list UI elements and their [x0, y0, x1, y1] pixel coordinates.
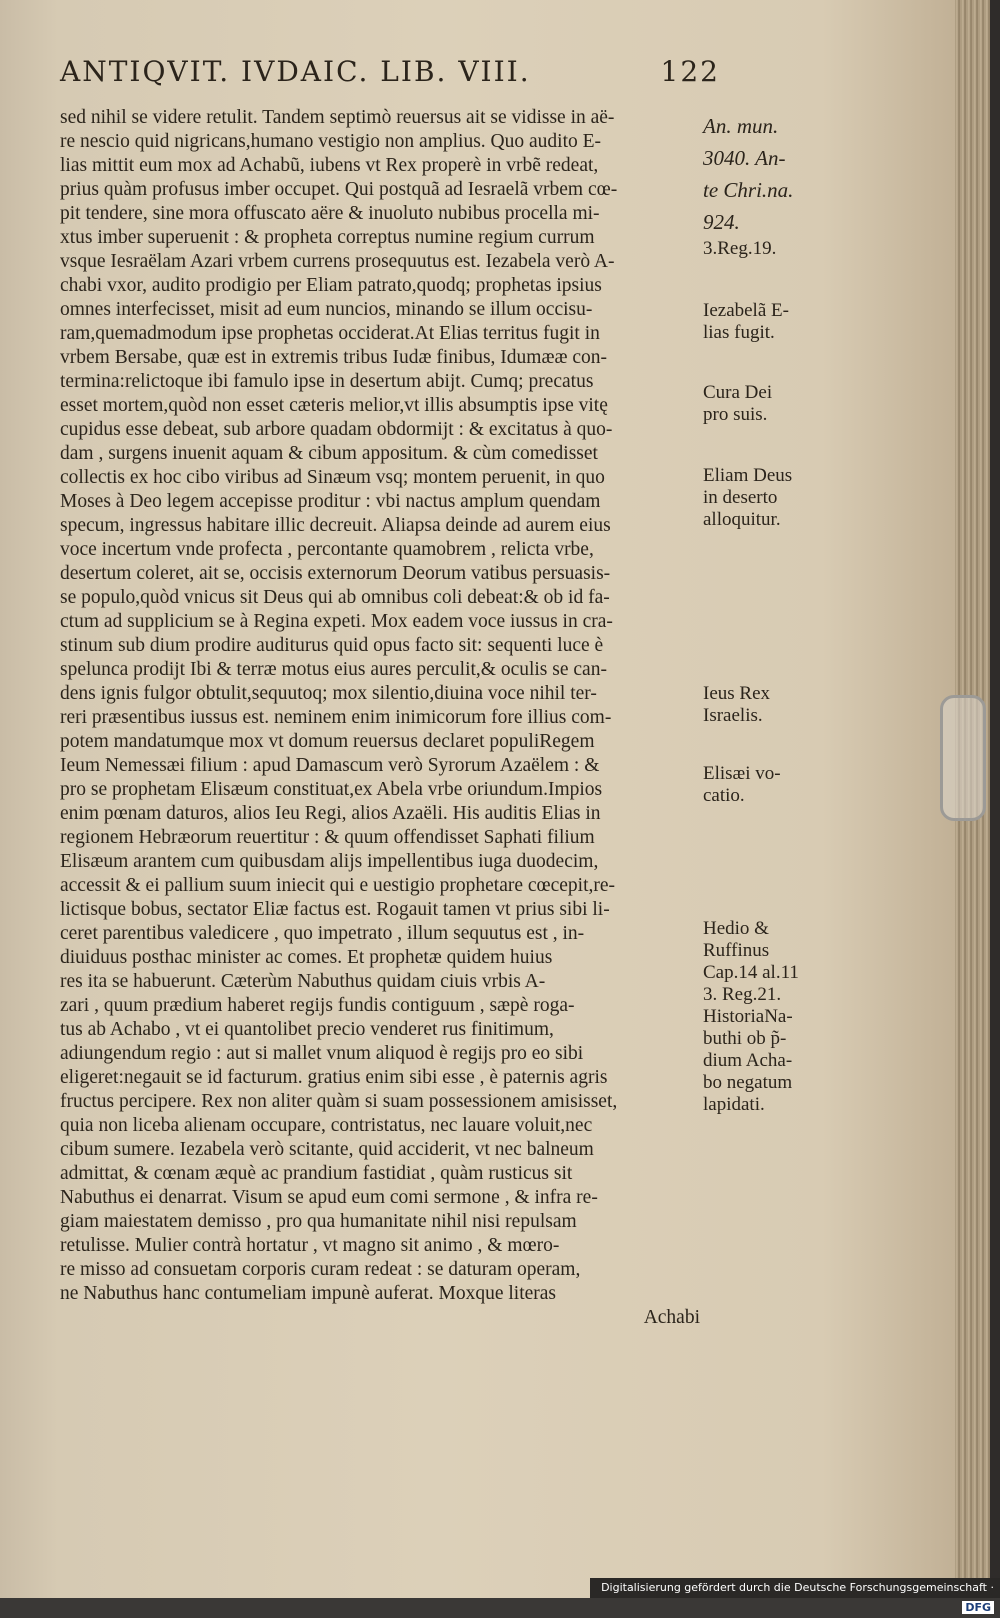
text-line: pro se prophetam Elisæum constituat,ex Abela vrbe oriundum.Impios — [60, 779, 603, 800]
marginal-note-line: An. mun. — [703, 114, 779, 138]
marginal-note-line: te Chri.na. — [703, 178, 794, 202]
page-clip — [940, 695, 986, 821]
book-edge-shadow — [990, 0, 1000, 1598]
footer-text: Digitalisierung gefördert durch die Deutsche Forschungsgemeinschaft — [601, 1581, 987, 1594]
text-line: potem mandatumque mox vt domum reuersus declaret populiRegem — [60, 731, 595, 752]
text-line: re nescio quid nigricans,humano vestigio non amplius. Quo audito E- — [60, 131, 602, 152]
marginal-note — [703, 238, 823, 260]
marginal-note-line: dium Acha- — [703, 1050, 793, 1071]
text-line: stinum sub dium prodire auditurus quid opus facto sit: sequenti luce è — [60, 635, 604, 656]
digitization-footer: Digitalisierung gefördert durch die Deutsche Forschungsgemeinschaft · DFG — [590, 1578, 1000, 1598]
marginal-note-line: 3.Reg.19. — [703, 238, 777, 259]
text-line: chabi vxor, audito prodigio per Eliam patrato,quodq; prophetas ipsius — [60, 275, 602, 296]
text-line: dens ignis fulgor obtulit,sequutoq; mox silentio,diuina voce nihil ter- — [60, 683, 597, 704]
text-line: collectis ex hoc cibo viribus ad Sinæum vsq; montem peruenit, in quo — [60, 467, 605, 488]
text-line: lictisque bobus, sectator Eliæ factus est. Rogauit tamen vt prius sibi li- — [60, 899, 610, 920]
running-header — [60, 55, 720, 88]
dfg-logo: DFG — [962, 1601, 994, 1614]
text-line: vsque Iesraëlam Azari vrbem currens prosequutus est. Iezabela verò A- — [60, 251, 615, 272]
text-line: ne Nabuthus hanc contumeliam impunè auferat. Moxque literas — [60, 1283, 557, 1304]
marginal-note-line: Ruffinus — [703, 940, 770, 961]
marginal-note — [703, 300, 823, 344]
text-line: regionem Hebræorum reuertitur : & quum offendisset Saphati filium — [60, 827, 595, 848]
text-line: dam , surgens inuenit aquam & cibum appositum. & cùm comedisset — [60, 443, 598, 464]
marginal-note-line: buthi ob p̃- — [703, 1028, 787, 1049]
marginal-note-line: lias fugit. — [703, 322, 775, 343]
text-line: admittat, & cœnam æquè ac prandium fastidiat , quàm rusticus sit — [60, 1163, 573, 1184]
text-line: retulisse. Mulier contrà hortatur , vt magno sit animo , & mœro- — [60, 1235, 560, 1256]
text-line: omnes interfecisset, misit ad eum nuncios, minando se illum occisu- — [60, 299, 593, 320]
marginal-note-line: 3040. An- — [703, 146, 786, 170]
marginal-note-line: Hedio & — [703, 918, 769, 939]
marginal-note-line: 924. — [703, 210, 740, 234]
text-line: eligeret:negauit se id facturum. gratius enim sibi esse , è paternis agris — [60, 1067, 608, 1088]
text-line: fructus percipere. Rex non aliter quàm si suam possessionem amisisset, — [60, 1091, 618, 1112]
marginal-note — [703, 465, 823, 531]
text-line: accessit & ei pallium suum iniecit qui e uestigio prophetare cœcepit,re- — [60, 875, 616, 896]
running-title: ANTIQVIT. IVDAIC. LIB. VIII. — [60, 55, 531, 88]
main-text-block — [60, 106, 700, 1330]
text-line: cibum sumere. Iezabela verò scitante, quid acciderit, vt nec balneum — [60, 1139, 594, 1160]
marginal-note-line: pro suis. — [703, 404, 768, 425]
marginal-note-line: Ieus Rex — [703, 683, 771, 704]
marginal-note — [703, 683, 823, 727]
text-line: enim pœnam daturos, alios Ieu Regi, alios Azaëli. His auditis Elias in — [60, 803, 601, 824]
text-line: ctum ad supplicium se à Regina expeti. Mox eadem voce iussus in cra- — [60, 611, 613, 632]
text-line: specum, ingressus habitare illic decreuit. Aliapsa deinde ad aurem eius — [60, 515, 611, 536]
text-line: tus ab Achabo , vt ei quantolibet precio venderet rus finitimum, — [60, 1019, 554, 1040]
text-line: giam maiestatem demisso , pro qua humanitate nihil nisi repulsam — [60, 1211, 577, 1232]
text-line: xtus imber superuenit : & propheta correptus numine regium currum — [60, 227, 595, 248]
marginal-note-line: Cura Dei — [703, 382, 773, 403]
page-number: 122 — [660, 55, 720, 88]
marginal-note-line: Cap.14 al.11 — [703, 962, 799, 983]
text-line: prius quàm profusus imber occupet. Qui postquã ad Iesraelã vrbem cœ- — [60, 179, 618, 200]
text-line: esset mortem,quòd non esset cæteris melior,vt illis absumptis ipse vitę — [60, 395, 608, 416]
marginal-note-line: Elisæi vo- — [703, 763, 781, 784]
marginal-note-line: catio. — [703, 785, 745, 806]
text-line: Nabuthus ei denarrat. Visum se apud eum comi sermone , & infra re- — [60, 1187, 598, 1208]
marginal-note-line: HistoriaNa- — [703, 1006, 793, 1027]
marginal-note — [703, 382, 823, 426]
text-line: quia non liceba alienam occupare, contristatus, nec lauare voluit,nec — [60, 1115, 593, 1136]
marginal-note-line: 3. Reg.21. — [703, 984, 782, 1005]
text-line: re misso ad consuetam corporis curam redeat : se daturam operam, — [60, 1259, 581, 1280]
text-line: spelunca prodijt Ibi & terræ motus eius aures perculit,& oculis se can- — [60, 659, 607, 680]
text-line: pit tendere, sine mora offuscato aëre & inuoluto nubibus procella mi- — [60, 203, 600, 224]
text-line: se populo,quòd vnicus sit Deus qui ab omnibus coli debeat:& ob id fa- — [60, 587, 610, 608]
marginal-note-line: alloquitur. — [703, 509, 781, 530]
text-line: zari , quum prædium haberet regijs fundis contiguum , sæpè roga- — [60, 995, 575, 1016]
marginal-note-line: bo negatum — [703, 1072, 793, 1093]
text-line: Moses à Deo legem accepisse proditur : vbi nactus amplum quendam — [60, 491, 601, 512]
text-line: voce incertum vnde profecta , percontante quamobrem , relicta vrbe, — [60, 539, 594, 560]
marginal-note-line: lapidati. — [703, 1094, 765, 1115]
text-line: sed nihil se videre retulit. Tandem septimò reuersus ait se vidisse in aë- — [60, 107, 615, 128]
text-line: ceret parentibus valedicere , quo impetrato , illum sequutus est , in- — [60, 923, 585, 944]
marginal-note-line: Israelis. — [703, 705, 763, 726]
text-line: desertum coleret, ait se, occisis externorum Deorum vatibus persuasis- — [60, 563, 611, 584]
text-line: Elisæum arantem cum quibusdam alijs impellentibus iuga duodecim, — [60, 851, 599, 872]
text-line: termina:relictoque ibi famulo ipse in desertum abijt. Cumq; precatus — [60, 371, 594, 392]
marginal-note — [703, 918, 823, 1116]
marginal-note-line: Eliam Deus — [703, 465, 793, 486]
marginal-note — [703, 763, 823, 807]
text-line: Ieum Nemessæi filium : apud Damascum verò Syrorum Azaëlem : & — [60, 755, 600, 776]
text-line: res ita se habuerunt. Cæterùm Nabuthus quidam ciuis vrbis A- — [60, 971, 546, 992]
marginal-note — [703, 110, 823, 238]
text-line: vrbem Bersabe, quæ est in extremis tribus Iudæ finibus, Idumææ con- — [60, 347, 608, 368]
marginal-note-line: Iezabelã E- — [703, 300, 789, 321]
catchword: Achabi — [643, 1307, 700, 1328]
text-line: ram,quemadmodum ipse prophetas occiderat.At Elias territus fugit in — [60, 323, 600, 344]
marginal-note-line: in deserto — [703, 487, 778, 508]
text-line: diuiduus posthac minister ac comes. Et prophetæ quidem huius — [60, 947, 553, 968]
text-line: reri præsentibus iussus est. neminem enim inimicorum fore illius com- — [60, 707, 612, 728]
text-line: lias mittit eum mox ad Achabũ, iubens vt Rex properè in vrbẽ redeat, — [60, 155, 599, 176]
text-line: cupidus esse debeat, sub arbore quadam obdormijt : & excitatus à quo- — [60, 419, 613, 440]
text-line: adiungendum regio : aut si mallet vnum aliquod è regijs pro eo sibi — [60, 1043, 584, 1064]
